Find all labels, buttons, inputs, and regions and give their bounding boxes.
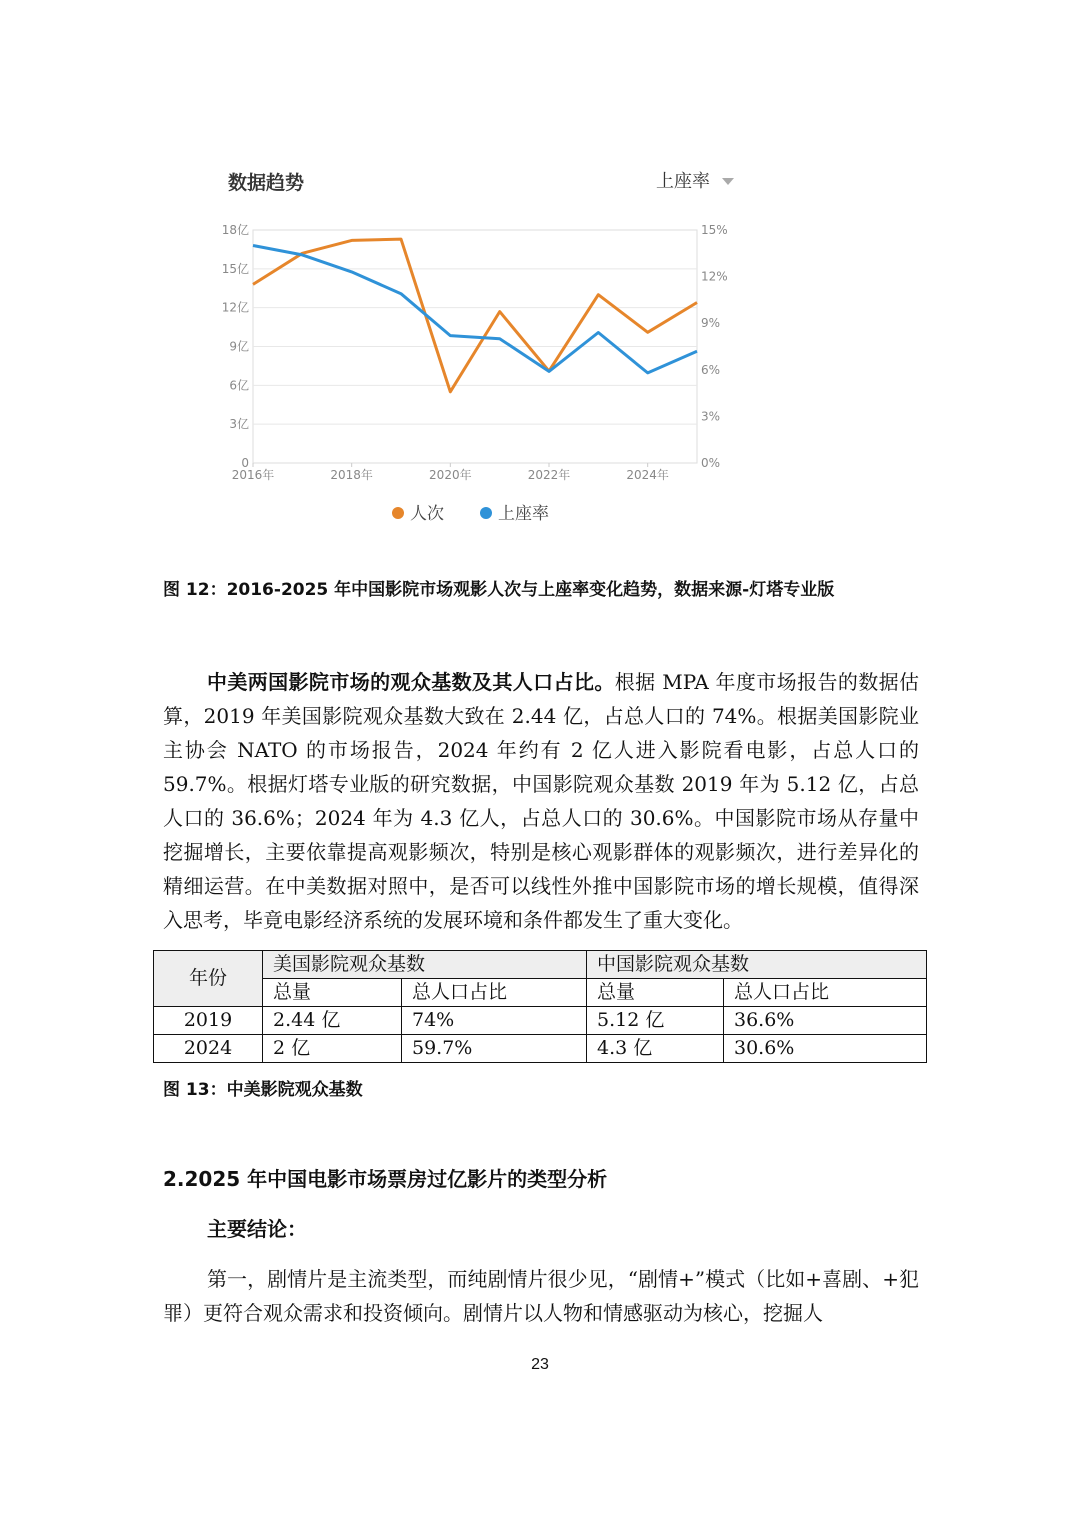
- y-right-tick-label: 12%: [701, 269, 728, 284]
- section-heading: 2.2025 年中国电影市场票房过亿影片的类型分析: [163, 1167, 608, 1191]
- legend-label: 上座率: [498, 504, 549, 524]
- cn-total-cell: 5.12 亿: [587, 1007, 724, 1035]
- us-pct-cell: 59.7%: [402, 1035, 587, 1063]
- y-left-tick-label: 12亿: [221, 300, 249, 315]
- paragraph-audience-base: [163, 665, 919, 937]
- x-tick-label: 2018年: [330, 468, 373, 482]
- y-left-tick-label: 3亿: [229, 417, 249, 432]
- y-left-tick-label: 0: [241, 456, 249, 470]
- x-tick-label: 2022年: [527, 468, 571, 482]
- y-right-tick-label: 3%: [701, 409, 721, 424]
- subheading: 主要结论：: [207, 1217, 307, 1241]
- cn-header: 中国影院观众基数: [587, 951, 927, 979]
- figure13-caption: 图 13：中美影院观众基数: [163, 1080, 363, 1100]
- paragraph-genre: 第一，剧情片是主流类型，而纯剧情片很少见，“剧情+”模式（比如+喜剧、+犯罪）更符合观众需求和投资倾向。剧情片以人物和情感驱动为核心，挖掘人: [163, 1267, 919, 1325]
- table-row: [154, 1007, 927, 1035]
- cn-pct-cell: 30.6%: [724, 1035, 927, 1063]
- page-number: 23: [531, 1356, 549, 1373]
- x-tick-label: 2016年: [231, 468, 275, 482]
- legend-label: 人次: [410, 504, 444, 524]
- chevron-down-icon: [722, 178, 734, 185]
- sub-header: 总量: [263, 979, 402, 1007]
- x-tick-label: 2020年: [429, 468, 472, 482]
- us-total-cell: 2.44 亿: [263, 1007, 402, 1035]
- y-left-tick-label: 15亿: [221, 261, 249, 276]
- paragraph-lead: 中美两国影院市场的观众基数及其人口占比。: [207, 670, 615, 694]
- figure12-caption: 图 12：2016-2025 年中国影院市场观影人次与上座率变化趋势，数据来源-灯塔专业版: [163, 580, 835, 600]
- legend-marker: [392, 507, 404, 519]
- y-left-tick-label: 6亿: [229, 378, 249, 393]
- legend-marker: [480, 507, 492, 519]
- us-pct-cell: 74%: [402, 1007, 587, 1035]
- sub-header: 总人口占比: [402, 979, 587, 1007]
- audience-table: [153, 950, 927, 1063]
- chart-title: 数据趋势: [228, 172, 305, 194]
- y-left-tick-label: 9亿: [229, 339, 249, 354]
- y-right-tick-label: 15%: [701, 223, 728, 237]
- cn-total-cell: 4.3 亿: [587, 1035, 724, 1063]
- metric-dropdown-label: 上座率: [656, 171, 710, 192]
- year-cell: 2024: [154, 1035, 263, 1063]
- y-right-tick-label: 9%: [701, 316, 721, 331]
- sub-header: 总人口占比: [724, 979, 927, 1007]
- table-row: [154, 1035, 927, 1063]
- y-left-tick-label: 18亿: [221, 223, 249, 237]
- us-header: 美国影院观众基数: [263, 951, 587, 979]
- x-tick-label: 2024年: [626, 468, 669, 482]
- us-total-cell: 2 亿: [263, 1035, 402, 1063]
- cn-pct-cell: 36.6%: [724, 1007, 927, 1035]
- y-right-tick-label: 6%: [701, 362, 721, 377]
- year-header: 年份: [154, 951, 263, 1007]
- y-right-tick-label: 0%: [701, 456, 721, 470]
- metric-dropdown[interactable]: [656, 167, 734, 193]
- sub-header: 总量: [587, 979, 724, 1007]
- year-cell: 2019: [154, 1007, 263, 1035]
- paragraph-body: 根据 MPA 年度市场报告的数据估算，2019 年美国影院观众基数大致在 2.44 亿，占总人口的 74%。根据美国影院业主协会 NATO 的市场报告，2024 年约有 2 亿人进入影院看电影，占总人口的 59.7%。根据灯塔专业版的研究数据，中国影院观众基数 2019 年为 5.12 亿，占总人口的 36.6%；2024 年为 4.3 亿人，占总人口的 30.6%。中国影院市场从存量中挖掘增长，主要依靠提高观影频次，特别是核心观影群体的观影频次，进行差异化的精细运营。在中美数据对照中，是否可以线性外推中国影院市场的增长规模，值得深入思考，毕竟电影经济系统的发展环境和条件都发生了重大变化。: [163, 670, 919, 932]
- line-chart: [200, 215, 780, 545]
